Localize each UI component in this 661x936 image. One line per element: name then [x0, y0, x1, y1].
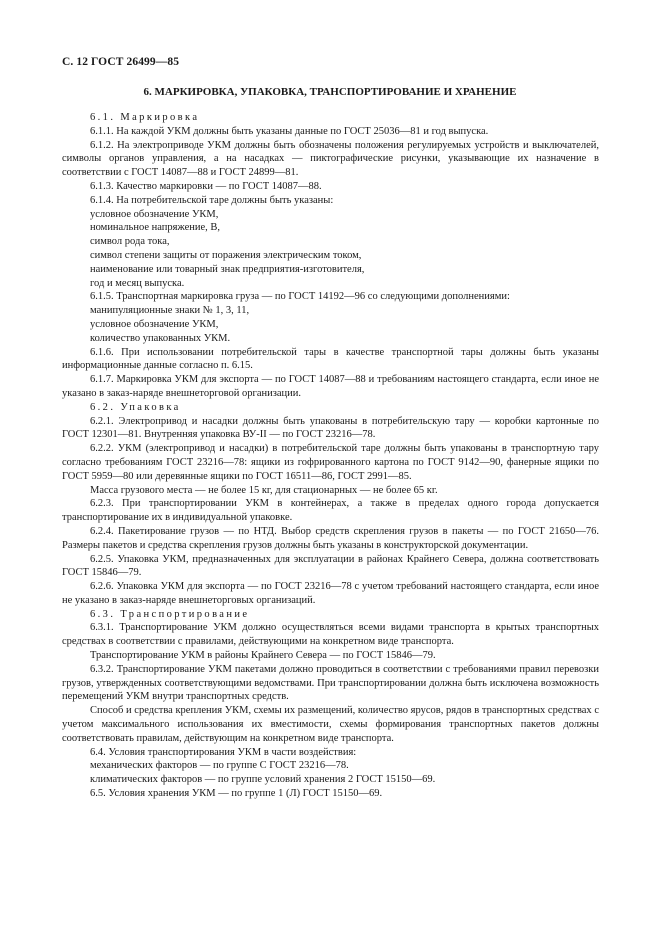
paragraph-6-2-6: 6.2.6. Упаковка УКМ для экспорта — по ГОСТ 23216—78 с учетом требований настоящего стандарта, если иное не указано в заказ-наряде внешнеторговых организаций.: [62, 581, 599, 606]
paragraph-cargo-mass: Масса грузового места — не более 15 кг, для стационарных — не более 65 кг.: [90, 484, 438, 496]
paragraph-6-2-3: 6.2.3. При транспортировании УКМ в контейнерах, а также в пределах одного города допускается транспортирование их в индивидуальной упаковке.: [62, 498, 599, 524]
paragraph-6-2-2: 6.2.2. УКМ (электропривод и насадки) в потребительской таре должны быть упакованы в транспортную тару согласно требованиям ГОСТ 23216—78: ящики из гофрированного картона по ГОСТ 9142—90, фанерные ящики по ГОСТ 5959—80 или деревянные ящики по ГОСТ 16511—86, ГОСТ 2991—85.: [62, 443, 599, 482]
paragraph-6-1-3: 6.1.3. Качество маркировки — по ГОСТ 14087—88.: [90, 180, 322, 192]
list-item: условное обозначение УКМ,: [90, 208, 219, 220]
paragraph-6-1-6: 6.1.6. При использовании потребительской тары в качестве транспортной тары должны быть указаны информационные данные согласно п. 6.15.: [62, 346, 599, 372]
paragraph-6-1-4: 6.1.4. На потребительской таре должны быть указаны:: [90, 194, 334, 206]
page-header: С. 12 ГОСТ 26499—85: [62, 56, 180, 68]
list-item: климатических факторов — по группе условий хранения 2 ГОСТ 15150—69.: [90, 774, 436, 786]
list-item: символ степени защиты от поражения электрическим током,: [90, 249, 362, 261]
list-item: номинальное напряжение, В,: [90, 222, 221, 234]
paragraph-6-4: 6.4. Условия транспортирования УКМ в части воздействия:: [90, 746, 357, 758]
paragraph-fastening: Способ и средства крепления УКМ, схемы их размещений, количество ярусов, рядов в транспортных средствах с учетом максимального использования их вместимости, схемы формирования транспортных пакетов должны соответствовать правилам, действующим на конкретном виде транспорта.: [62, 705, 599, 744]
list-item: манипуляционные знаки № 1, 3, 11,: [90, 305, 250, 317]
paragraph-6-1-5: 6.1.5. Транспортная маркировка груза — по ГОСТ 14192—96 со следующими дополнениями:: [90, 291, 510, 303]
subsection-heading-packaging: 6.2. Упаковка: [90, 401, 181, 413]
paragraph-6-5: 6.5. Условия хранения УКМ — по группе 1 (Л) ГОСТ 15150—69.: [90, 788, 383, 800]
paragraph-6-2-1: 6.2.1. Электропривод и насадки должны быть упакованы в потребительскую тару — коробки картонные по ГОСТ 12301—81. Внутренняя упаковка ВУ-II — по ГОСТ 23216—78.: [62, 415, 599, 441]
subsection-heading-marking: 6.1. Маркировка: [90, 112, 200, 123]
paragraph-6-1-2: 6.1.2. На электроприводе УКМ должны быть обозначены положения регулируемых устройств и выключателей, символы органов управления, а на насадках — пиктографические рисунки, указывающие их назначение в соответствии с ГОСТ 14087—88 и ГОСТ 24899—81.: [62, 139, 599, 179]
section-title: 6. МАРКИРОВКА, УПАКОВКА, ТРАНСПОРТИРОВАНИЕ И ХРАНЕНИЕ: [143, 86, 517, 98]
paragraph-6-1-7: 6.1.7. Маркировка УКМ для экспорта — по ГОСТ 14087—88 и требованиям настоящего стандарта, если иное не указано в заказ-наряде внешнеторговой организации.: [62, 374, 599, 399]
paragraph-6-2-4: 6.2.4. Пакетирование грузов — по НТД. Выбор средств скрепления грузов в пакеты — по ГОСТ 21650—76. Размеры пакетов и средства скрепления грузов должны быть указаны в конструкторской документации.: [62, 525, 599, 551]
paragraph-6-3-1: 6.3.1. Транспортирование УКМ должно осуществляться всеми видами транспорта в крытых транспортных средствах в соответствии с правилами, действующими на конкретном виде транспорта.: [62, 622, 599, 648]
paragraph-6-3-2: 6.3.2. Транспортирование УКМ пакетами должно проводиться в соответствии с требованиями правил перевозки грузов, утвержденных соответствующими ведомствами. При транспортировании должна быть исключена возможность перемещений УКМ внутри транспортных средств.: [62, 663, 599, 703]
list-item: условное обозначение УКМ,: [90, 318, 219, 330]
list-item: символ рода тока,: [90, 236, 170, 248]
document-body: [62, 111, 599, 801]
paragraph-6-2-5: 6.2.5. Упаковка УКМ, предназначенных для эксплуатации в районах Крайнего Севера, должна соответствовать ГОСТ 15846—79.: [62, 553, 599, 579]
list-item: механических факторов — по группе С ГОСТ 23216—78.: [90, 760, 349, 772]
paragraph-6-1-1: 6.1.1. На каждой УКМ должны быть указаны данные по ГОСТ 25036—81 и год выпуска.: [90, 125, 489, 137]
list-item: наименование или товарный знак предприятия-изготовителя,: [90, 263, 365, 275]
list-item: год и месяц выпуска.: [90, 277, 185, 289]
list-item: количество упакованных УКМ.: [90, 332, 231, 344]
paragraph-far-north: Транспортирование УКМ в районы Крайнего Севера — по ГОСТ 15846—79.: [90, 650, 436, 662]
subsection-heading-transport: 6.3. Транспортирование: [90, 608, 250, 620]
